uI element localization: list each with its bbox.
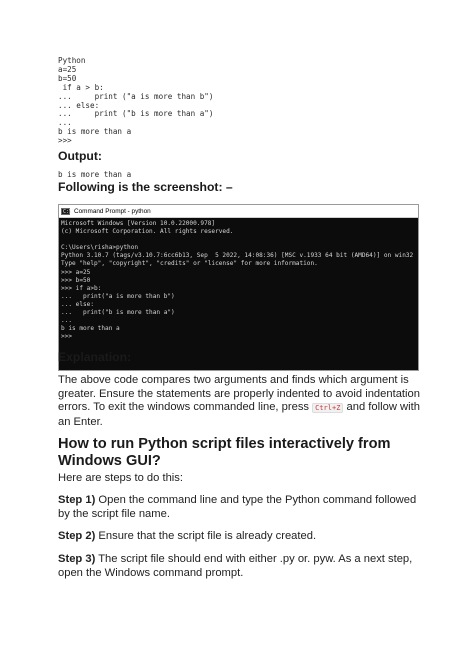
code-line: b=50 xyxy=(58,73,77,83)
explanation-heading: Explanation: xyxy=(58,350,132,364)
keyboard-shortcut: Ctrl+Z xyxy=(312,403,343,413)
section-heading: How to run Python script files interactively from Windows GUI? xyxy=(58,436,391,469)
code-line: b is more than a xyxy=(58,127,132,137)
step-text: The script file should end with either .py or. pyw. As a next step, open the Windows command prompt. xyxy=(58,553,413,579)
code-line: >>> xyxy=(58,136,72,146)
terminal-line: Microsoft Windows [Version 10.0.22000.978] xyxy=(61,220,216,227)
terminal-line: >>> b=50 xyxy=(61,276,91,284)
code-line: ... xyxy=(58,118,72,128)
step-item xyxy=(58,553,423,580)
step-label: Step 3) xyxy=(58,553,96,565)
output-text: b is more than a xyxy=(58,170,132,179)
terminal-line: Python 3.10.7 (tags/v3.10.7:6cc6b13, Sep 5 2022, 14:08:36) [MSC v.1933 64 bit (AMD64)] on win32 xyxy=(61,252,414,260)
step-item xyxy=(58,494,423,521)
step-label: Step 1) xyxy=(58,494,96,506)
terminal-title: Command Prompt - python xyxy=(74,207,151,215)
code-line: a=25 xyxy=(58,64,77,74)
code-line: ... print ("a is more than b") xyxy=(58,91,214,101)
terminal-line: >>> if a>b: xyxy=(61,284,102,292)
screenshot-heading: Following is the screenshot: – xyxy=(58,180,233,194)
terminal-titlebar xyxy=(59,205,418,218)
terminal-line: b is more than a xyxy=(61,325,120,333)
explanation-text-end: and follow with an Enter. xyxy=(58,401,420,428)
python-code-block xyxy=(58,57,213,146)
step-item xyxy=(58,530,423,544)
terminal-line: ... xyxy=(61,317,73,325)
terminal-line: >>> xyxy=(61,333,73,341)
explanation-text: The above code compares two arguments and finds which argument is greater. Ensure the statements are properly indented to avoid indentation errors. To exit the windows commanded line, press xyxy=(58,374,420,414)
terminal-line: >>> a=25 xyxy=(61,268,91,276)
terminal-output xyxy=(59,218,418,341)
step-text: Ensure that the script file is already created. xyxy=(95,530,317,542)
step-text: Open the command line and type the Python command followed by the script file name. xyxy=(58,494,417,520)
code-line: ... else: xyxy=(58,100,100,110)
step-label: Step 2) xyxy=(58,530,96,542)
explanation-paragraph xyxy=(58,374,423,429)
section-intro: Here are steps to do this: xyxy=(58,472,183,484)
terminal-line: ... print("a is more than b") xyxy=(61,292,175,300)
command-prompt-icon: C:\ xyxy=(63,208,73,215)
terminal-line: C:\Users\risha>python xyxy=(61,244,139,252)
terminal-line: ... print("b is more than a") xyxy=(61,309,175,317)
terminal-line: Type "help", "copyright", "credits" or "license" for more information. xyxy=(61,260,318,268)
code-line: Python xyxy=(58,56,86,65)
terminal-line: (c) Microsoft Corporation. All rights reserved. xyxy=(61,228,234,236)
code-line: ... print ("b is more than a") xyxy=(58,109,214,119)
output-heading: Output: xyxy=(58,149,102,163)
terminal-line: ... else: xyxy=(61,300,95,308)
code-line: if a > b: xyxy=(58,82,104,92)
command-prompt-screenshot xyxy=(58,204,419,371)
